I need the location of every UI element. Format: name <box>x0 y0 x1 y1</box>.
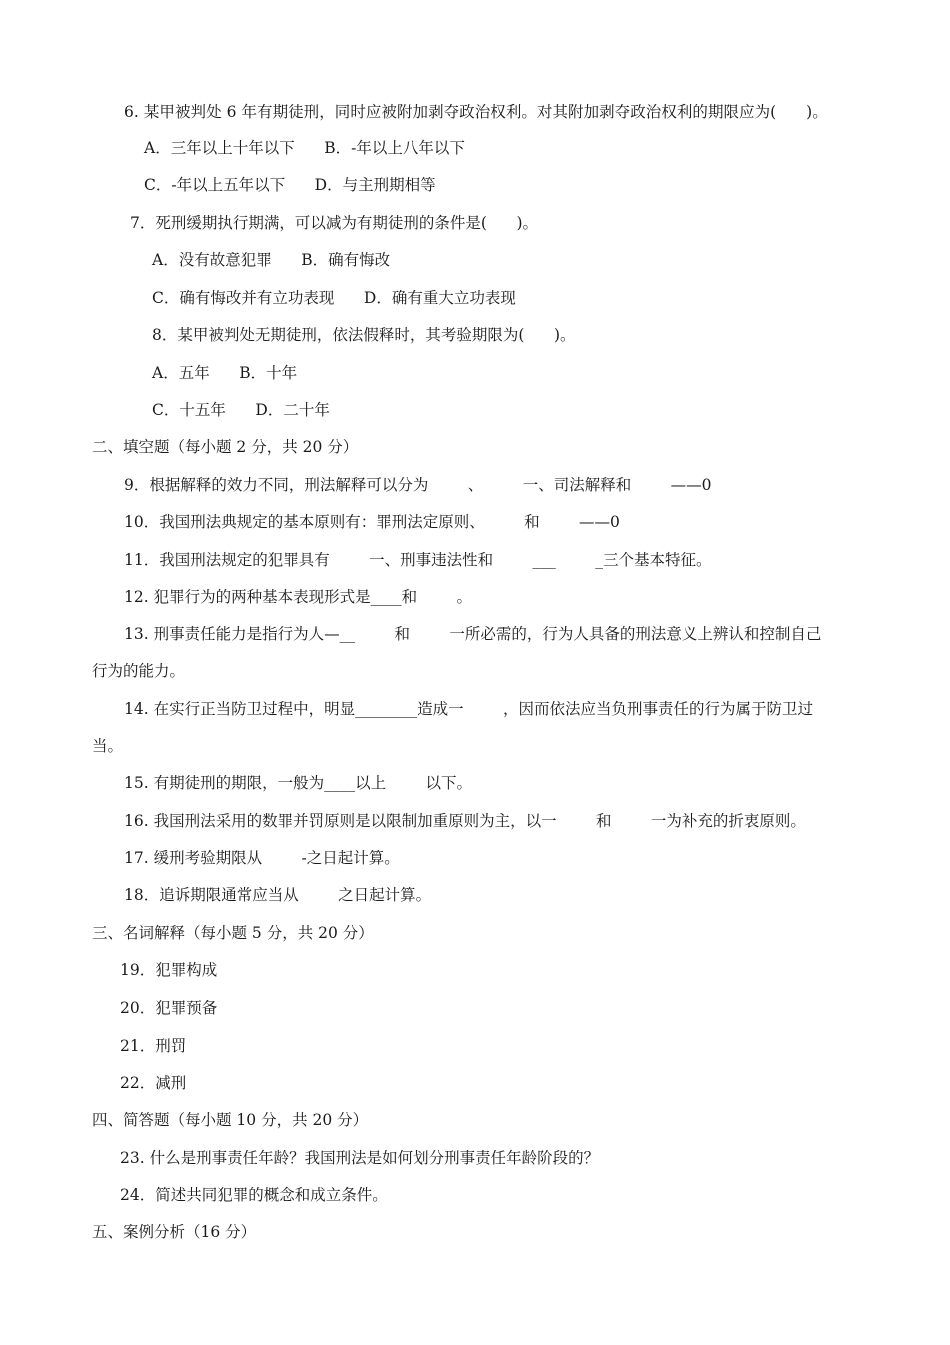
section-2-heading: 二、填空题（每小题 2 分，共 20 分） <box>92 438 359 456</box>
question-15: 15. 有期徒刑的期限，一般为____以上 以下。 <box>124 774 472 792</box>
question-18: 18．追诉期限通常应当从 之日起计算。 <box>124 886 432 904</box>
section-3-heading: 三、名词解释（每小题 5 分，共 20 分） <box>92 924 374 942</box>
question-6-options-ab: A．三年以上十年以下 B．-年以上八年以下 <box>144 139 465 157</box>
question-7-options-cd: C．确有悔改并有立功表现 D．确有重大立功表现 <box>152 289 516 307</box>
question-19: 19．犯罪构成 <box>120 961 218 979</box>
question-14-continued: 当。 <box>92 737 124 755</box>
question-16: 16. 我国刑法采用的数罪并罚原则是以限制加重原则为主，以一 和 一为补充的折衷原则。 <box>124 812 806 830</box>
question-21: 21．刑罚 <box>120 1037 187 1055</box>
question-17: 17. 缓刑考验期限从 -之日起计算。 <box>124 849 400 867</box>
question-8-options-ab: A．五年 B．十年 <box>152 364 298 382</box>
question-14: 14. 在实行正当防卫过程中，明显________造成一 ，因而依法应当负刑事责任的行为属于防卫过 <box>124 700 813 718</box>
question-13-continued: 行为的能力。 <box>92 662 186 680</box>
question-12: 12. 犯罪行为的两种基本表现形式是____和 。 <box>124 588 472 606</box>
section-4-heading: 四、简答题（每小题 10 分，共 20 分） <box>92 1111 369 1129</box>
question-9: 9．根据解释的效力不同，刑法解释可以分为 、 一、司法解释和 ——0 <box>124 476 712 494</box>
question-13: 13. 刑事责任能力是指行为人—__ 和 一所必需的，行为人具备的刑法意义上辨认和控制自己 <box>124 625 822 643</box>
question-24: 24．简述共同犯罪的概念和成立条件。 <box>120 1186 388 1204</box>
question-8: 8．某甲被判处无期徒刑，依法假释时，其考验期限为( )。 <box>152 326 576 344</box>
question-11: 11．我国刑法规定的犯罪具有 一、刑事违法性和 ___ _三个基本特征。 <box>124 551 712 569</box>
question-10: 10．我国刑法典规定的基本原则有：罪刑法定原则、 和 ——0 <box>124 513 620 531</box>
section-5-heading: 五、案例分析（16 分） <box>92 1223 257 1241</box>
question-23: 23. 什么是刑事责任年龄？我国刑法是如何划分刑事责任年龄阶段的？ <box>120 1149 600 1167</box>
question-8-options-cd: C．十五年 D．二十年 <box>152 401 330 419</box>
question-6: 6. 某甲被判处 6 年有期徒刑，同时应被附加剥夺政治权利。对其附加剥夺政治权利的期限应为( )。 <box>124 103 828 121</box>
question-22: 22．减刑 <box>120 1074 187 1092</box>
question-6-options-cd: C．-年以上五年以下 D．与主刑期相等 <box>144 176 436 194</box>
question-20: 20．犯罪预备 <box>120 999 218 1017</box>
question-7-options-ab: A．没有故意犯罪 B．确有悔改 <box>152 251 391 269</box>
question-7: 7．死刑缓期执行期满，可以减为有期徒刑的条件是( )。 <box>130 214 539 232</box>
